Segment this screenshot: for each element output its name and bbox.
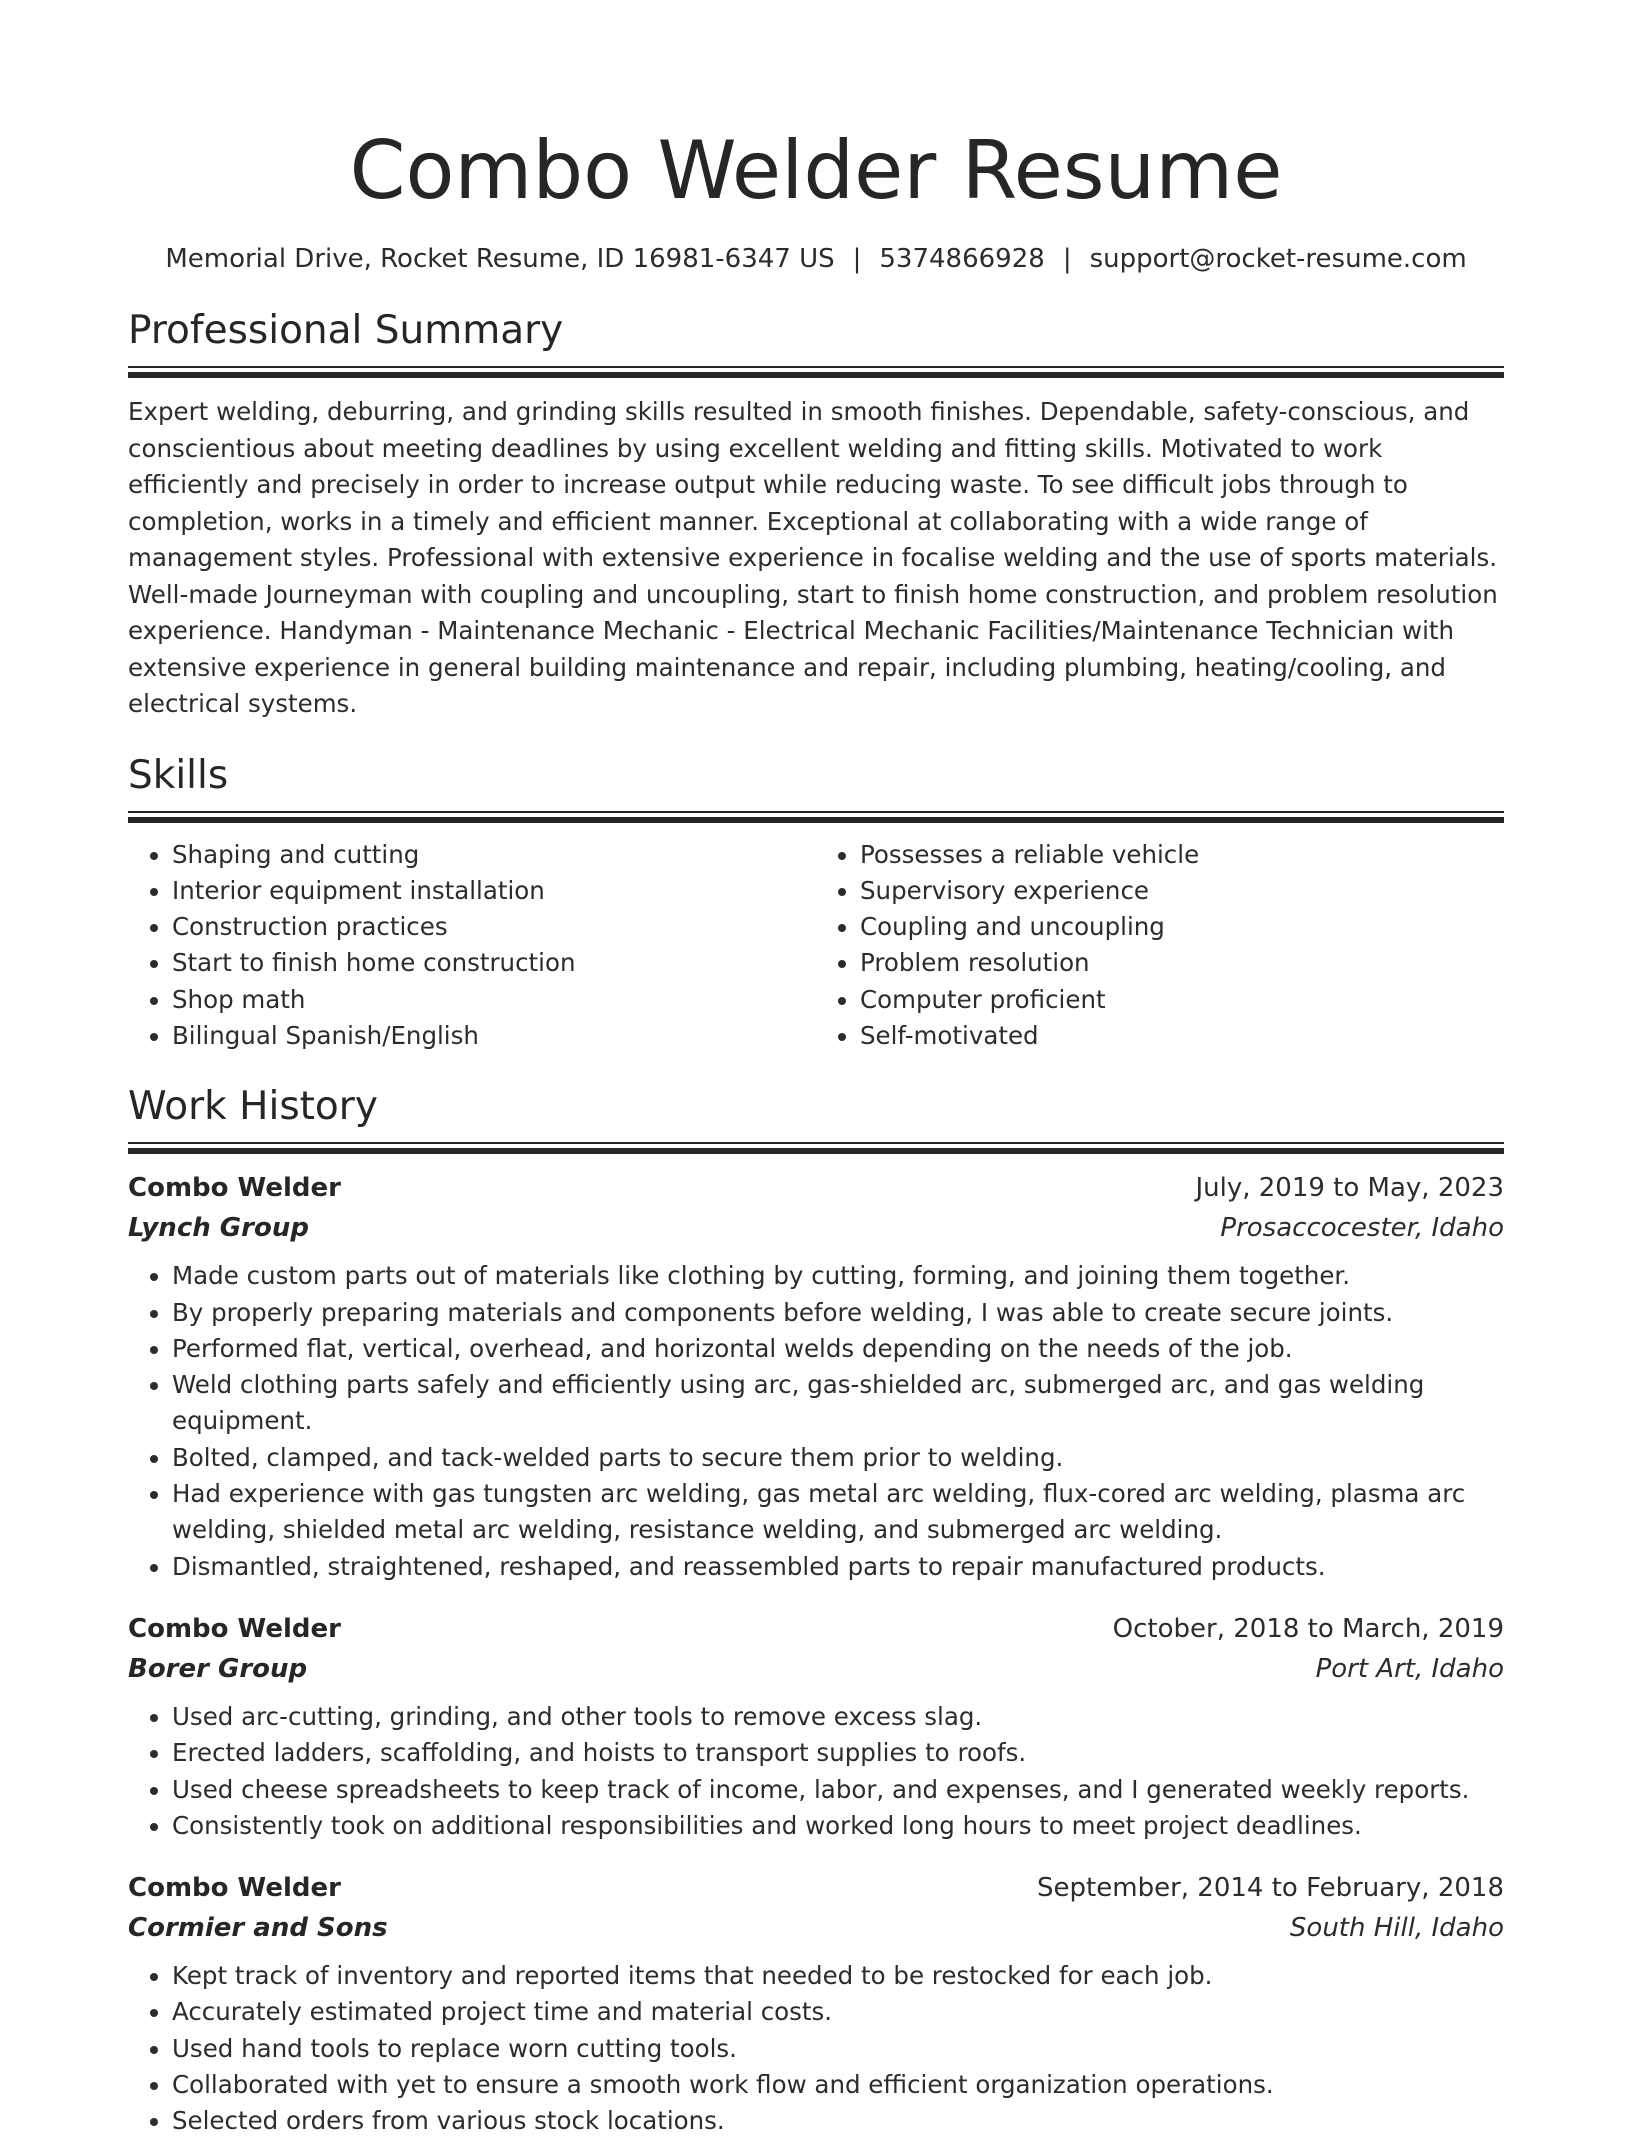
job-dates: July, 2019 to May, 2023 bbox=[1195, 1173, 1504, 1204]
summary-section bbox=[128, 306, 1504, 723]
skills-heading: Skills bbox=[128, 752, 229, 798]
job-subheader bbox=[128, 1208, 1504, 1248]
job-subheader bbox=[128, 1649, 1504, 1689]
job-bullet: • Dismantled, straightened, reshaped, and reassembled parts to repair manufactured products. bbox=[172, 1549, 1504, 1585]
skill-item: • Shop math bbox=[172, 982, 816, 1018]
job-company: Cormier and Sons bbox=[128, 1913, 388, 1944]
job-title: Combo Welder bbox=[128, 1873, 341, 1904]
resume-page bbox=[128, 0, 1504, 2140]
job-bullet: • Collaborated with yet to ensure a smooth work flow and efficient organization operations. bbox=[172, 2067, 1504, 2103]
skills-columns bbox=[128, 837, 1504, 1055]
skills-list-right bbox=[816, 837, 1504, 1055]
job-company: Borer Group bbox=[128, 1653, 308, 1684]
skills-list-left bbox=[128, 837, 816, 1055]
job-bullet: • Bolted, clamped, and tack-welded parts to secure them prior to welding. bbox=[172, 1440, 1504, 1476]
job-header bbox=[128, 1868, 1504, 1908]
job-dates: October, 2018 to March, 2019 bbox=[1112, 1613, 1504, 1644]
skills-section bbox=[128, 751, 1504, 1055]
work-heading: Work History bbox=[128, 1084, 378, 1130]
job-location: Prosaccocester, Idaho bbox=[1220, 1213, 1504, 1244]
job-bullet: • Used hand tools to replace worn cutting tools. bbox=[172, 2031, 1504, 2067]
job-header bbox=[128, 1609, 1504, 1649]
skill-item: • Self-motivated bbox=[860, 1018, 1504, 1054]
job-bullet: • By properly preparing materials and components before welding, I was able to create secure joints. bbox=[172, 1295, 1504, 1331]
job-entry bbox=[128, 1868, 1504, 2139]
job-bullet: • Had experience with gas tungsten arc welding, gas metal arc welding, flux-cored arc welding, plasma arc welding, shielded metal arc welding, resistance welding, and submerged arc welding. bbox=[172, 1476, 1504, 1549]
contact-line bbox=[128, 242, 1504, 276]
contact-email: support@rocket-resume.com bbox=[1089, 244, 1467, 274]
job-bullet: • Erected ladders, scaffolding, and hoists to transport supplies to roofs. bbox=[172, 1735, 1504, 1771]
job-bullets bbox=[128, 1699, 1504, 1844]
job-bullets bbox=[128, 1258, 1504, 1585]
job-company: Lynch Group bbox=[128, 1213, 309, 1244]
job-subheader bbox=[128, 1908, 1504, 1948]
skill-item: • Interior equipment installation bbox=[172, 873, 816, 909]
job-entry bbox=[128, 1609, 1504, 1844]
job-entry bbox=[128, 1168, 1504, 1585]
skill-item: • Shaping and cutting bbox=[172, 837, 816, 873]
summary-text: Expert welding, deburring, and grinding skills resulted in smooth finishes. Dependable, safety-conscious, and conscientious about meeting deadlines by using excellent welding and fitting skills. Motivated to work efficiently and precisely in order to increase output while reducing waste. To see difficult jobs through to completion, works in a timely and efficient manner. Exceptional at collaborating with a wide range of management styles. Professional with extensive experience in focalise welding and the use of sports materials. Well-made Journeyman with coupling and uncoupling, start to finish home construction, and problem resolution experience. Handyman - Maintenance Mechanic - Electrical Mechanic Facilities/Maintenance Technician with extensive experience in general building maintenance and repair, including plumbing, heating/cooling, and electrical systems. bbox=[128, 397, 1498, 718]
contact-address: Memorial Drive, Rocket Resume, ID 16981-6347 US bbox=[165, 244, 835, 274]
job-bullet: • Made custom parts out of materials like clothing by cutting, forming, and joining them together. bbox=[172, 1258, 1504, 1294]
job-bullet: • Weld clothing parts safely and efficiently using arc, gas-shielded arc, submerged arc, and gas welding equipment. bbox=[172, 1367, 1504, 1440]
skill-item: • Supervisory experience bbox=[860, 873, 1504, 909]
job-header bbox=[128, 1168, 1504, 1208]
summary-heading: Professional Summary bbox=[128, 308, 564, 353]
job-bullets bbox=[128, 1958, 1504, 2139]
job-bullet: • Consistently took on additional responsibilities and worked long hours to meet project deadlines. bbox=[172, 1808, 1504, 1844]
job-location: Port Art, Idaho bbox=[1315, 1653, 1504, 1684]
job-location: South Hill, Idaho bbox=[1289, 1913, 1504, 1944]
skill-item: • Construction practices bbox=[172, 909, 816, 945]
resume-title: Combo Welder Resume bbox=[349, 124, 1283, 217]
work-section bbox=[128, 1082, 1504, 2139]
job-dates: September, 2014 to February, 2018 bbox=[1037, 1873, 1504, 1904]
contact-separator: | bbox=[852, 244, 862, 274]
contact-separator: | bbox=[1062, 244, 1072, 274]
job-title: Combo Welder bbox=[128, 1613, 341, 1644]
skill-item: • Start to finish home construction bbox=[172, 945, 816, 981]
job-bullet: • Performed flat, vertical, overhead, and horizontal welds depending on the needs of the job. bbox=[172, 1331, 1504, 1367]
job-bullet: • Used cheese spreadsheets to keep track of income, labor, and expenses, and I generated weekly reports. bbox=[172, 1772, 1504, 1808]
skill-item: • Problem resolution bbox=[860, 945, 1504, 981]
job-bullet: • Accurately estimated project time and material costs. bbox=[172, 1994, 1504, 2030]
skill-item: • Computer proficient bbox=[860, 982, 1504, 1018]
skill-item: • Bilingual Spanish/English bbox=[172, 1018, 816, 1054]
job-bullet: • Used arc-cutting, grinding, and other tools to remove excess slag. bbox=[172, 1699, 1504, 1735]
job-bullet: • Selected orders from various stock locations. bbox=[172, 2103, 1504, 2139]
job-bullet: • Kept track of inventory and reported items that needed to be restocked for each job. bbox=[172, 1958, 1504, 1994]
skill-item: • Coupling and uncoupling bbox=[860, 909, 1504, 945]
skill-item: • Possesses a reliable vehicle bbox=[860, 837, 1504, 873]
section-divider bbox=[128, 811, 1504, 823]
section-divider bbox=[128, 366, 1504, 378]
section-divider bbox=[128, 1142, 1504, 1154]
job-title: Combo Welder bbox=[128, 1173, 341, 1204]
contact-phone: 5374866928 bbox=[879, 244, 1045, 274]
